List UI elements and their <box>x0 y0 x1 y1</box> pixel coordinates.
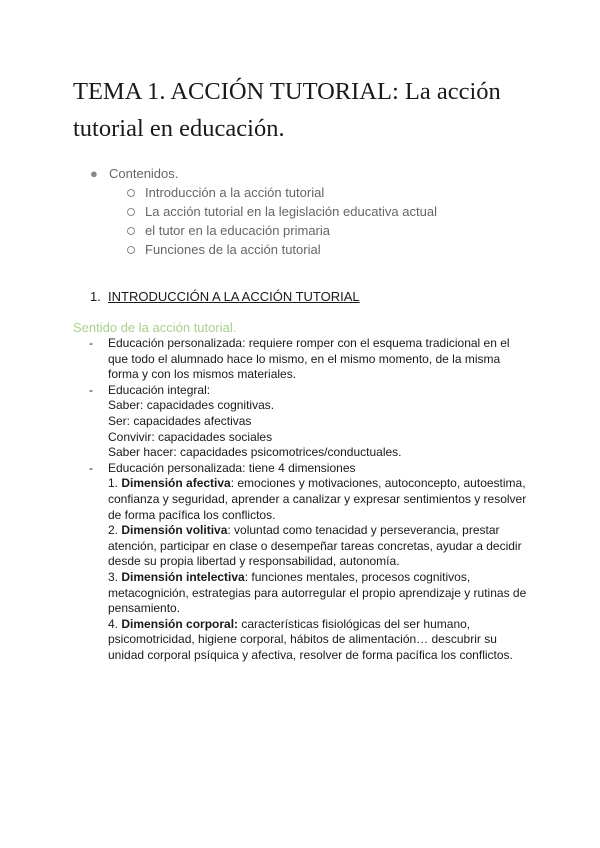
contents-list <box>90 164 550 259</box>
item-line: Convivir: capacidades sociales <box>108 429 273 444</box>
dimension-affective: 1. Dimensión afectiva: emociones y motivaciones, autoconcepto, autoestima, confianza y seguridad, aprender a canalizar y expresar sentimientos y resolver de forma pacífica los conflictos. <box>108 476 527 522</box>
contents-item: Introducción a la acción tutorial <box>90 183 550 202</box>
item-line: Saber: capacidades cognitivas. <box>108 398 275 413</box>
circle-bullet-icon <box>127 246 135 254</box>
bullet-icon: ● <box>90 166 98 181</box>
list-item <box>89 383 529 461</box>
list-item <box>89 336 529 383</box>
dimension-intellective: 3. Dimensión intelectiva: funciones mentales, procesos cognitivos, metacognición, estrategias para autorregular el propio aprendizaje y rutinas de pensamiento. <box>108 569 527 616</box>
section-title: INTRODUCCIÓN A LA ACCIÓN TUTORIAL <box>108 289 360 304</box>
item-label: Educación personalizada: tiene 4 dimensiones <box>108 460 356 475</box>
circle-bullet-icon <box>127 227 135 235</box>
item-text: Educación personalizada: requiere romper con el esquema tradicional en el que todo el alumnado hace lo mismo, en el mismo momento, de la misma forma y con los mismos materiales. <box>108 336 510 382</box>
dash-bullet: - <box>89 336 93 350</box>
contents-label: ● Contenidos. <box>90 166 179 181</box>
list-item <box>89 461 529 664</box>
item-line: Saber hacer: capacidades psicomotrices/conductuales. <box>108 445 402 460</box>
section-heading <box>90 288 550 306</box>
dimension-volitive: 2. Dimensión volitiva: voluntad como tenacidad y perseverancia, prestar atención, participar en clase o desempeñar tareas concretas, ayudar a decidir desde su propia libertad y responsabilidad, autonomía. <box>108 523 522 569</box>
subheading: Sentido de la acción tutorial. <box>73 320 237 335</box>
contents-item: Funciones de la acción tutorial <box>90 240 550 259</box>
contents-item: el tutor en la educación primaria <box>90 221 550 240</box>
section-items <box>89 336 529 663</box>
document-title: TEMA 1. ACCIÓN TUTORIAL: La acción tutorial en educación. <box>73 78 501 142</box>
dimension-corporal: 4. Dimensión corporal: características fisiológicas del ser humano, psicomotricidad, higiene corporal, hábitos de alimentación… descubrir su unidad corporal psíquica y afectiva, resolver de forma pacífica los conflictos. <box>108 616 513 662</box>
dash-bullet: - <box>89 460 93 475</box>
circle-bullet-icon <box>127 189 135 197</box>
item-line: Ser: capacidades afectivas <box>108 413 252 428</box>
dash-bullet: - <box>89 382 93 397</box>
section-number: 1. <box>90 289 101 304</box>
item-label: Educación integral: <box>108 382 211 397</box>
circle-bullet-icon <box>127 208 135 216</box>
contents-item: La acción tutorial en la legislación educativa actual <box>90 202 550 221</box>
